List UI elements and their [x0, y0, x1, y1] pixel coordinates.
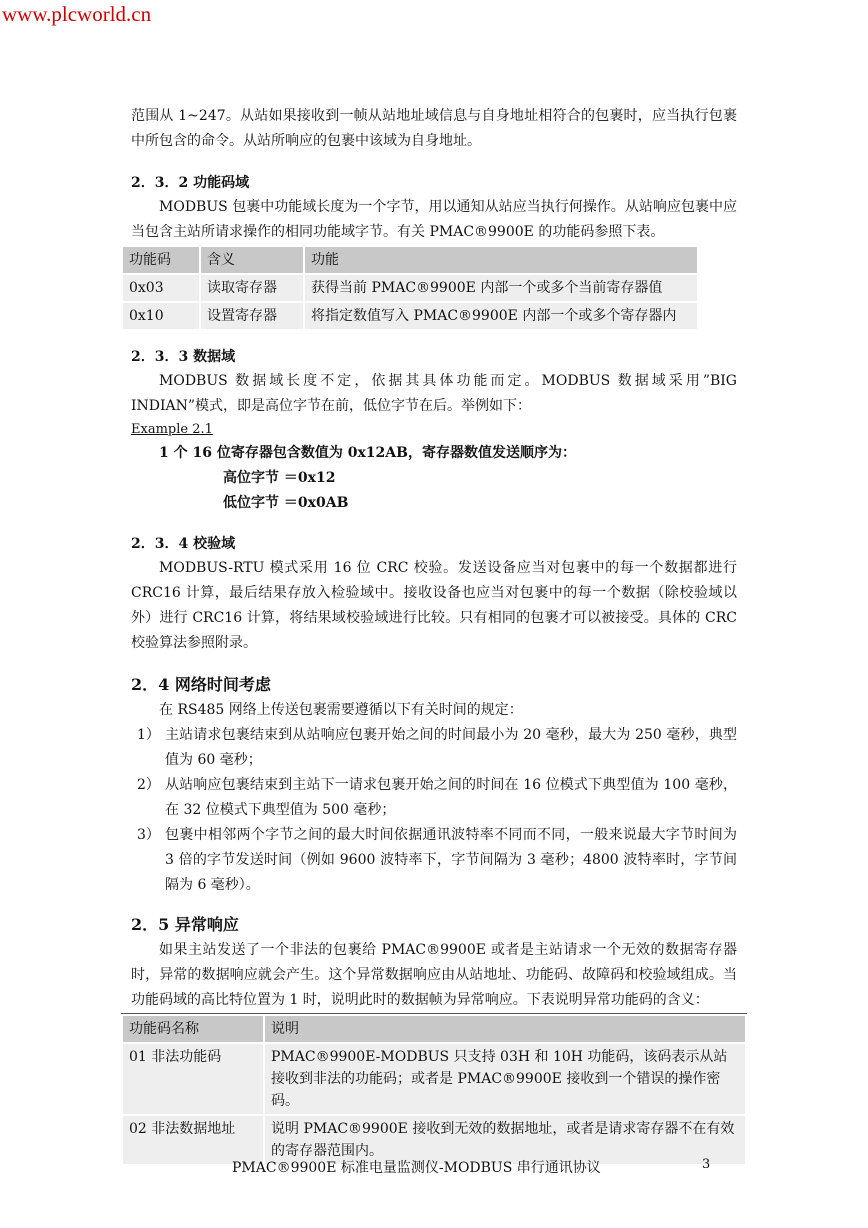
list-item-text: 主站请求包裹结束到从站响应包裹开始之间的时间最小为 20 毫秒，最大为 250 毫秒，典型值为 60 毫秒； [165, 727, 737, 768]
table-row [123, 275, 697, 301]
exception-response-paragraph: 如果主站发送了一个非法的包裹给 PMAC®9900E 或者是主站请求一个无效的数据寄存器时，异常的数据响应就会产生。这个异常数据响应由从站地址、功能码、故障码和校验域组成。当功能码域的高比特位置为 1 时，说明此时的数据帧为异常响应。下表说明异常功能码的含义： [131, 942, 737, 1008]
table-cell: 0x10 [129, 308, 164, 324]
list-item-text: 包裹中相邻两个字节之间的最大时间依据通讯波特率不同而不同，一般来说最大字节时间为 3 倍的字节发送时间（例如 9600 波特率下，字节间隔为 3 毫秒；4800 波特率时，字节间隔为 6 毫秒）。 [165, 827, 737, 893]
list-item [137, 823, 737, 898]
table-row [123, 303, 697, 329]
table-cell: 设置寄存器 [207, 308, 277, 324]
list-item-number: 1） [137, 727, 160, 743]
section-heading-network-timing: 2．4 网络时间考虑 [131, 675, 271, 694]
section-heading-function-code: 2．3．2 功能码域 [131, 175, 250, 191]
table-cell: 02 非法数据地址 [129, 1121, 236, 1137]
table-header-row [123, 1016, 745, 1042]
list-item-text: 从站响应包裹结束到主站下一请求包裹开始之间的时间在 16 位模式下典型值为 100 毫秒，在 32 位模式下典型值为 500 毫秒； [165, 777, 737, 818]
footer-title: PMAC®9900E 标准电量监测仪-MODBUS 串行通讯协议 [232, 1160, 601, 1176]
table-cell: 将指定数值写入 PMAC®9900E 内部一个或多个寄存器内 [311, 308, 677, 324]
list-item-number: 3） [137, 827, 160, 843]
list-item [137, 723, 737, 773]
table-cell: PMAC®9900E-MODBUS 只支持 03H 和 10H 功能码，该码表示从站接收到非法的功能码；或者是 PMAC®9900E 接收到一个错误的操作密码。 [271, 1049, 728, 1109]
table-cell: 获得当前 PMAC®9900E 内部一个或多个当前寄存器值 [311, 280, 663, 296]
list-item-number: 2） [137, 777, 160, 793]
data-field-paragraph: MODBUS 数据域长度不定，依据其具体功能而定。MODBUS 数据域采用”BIG INDIAN”模式，即是高位字节在前，低位字节在后。举例如下： [131, 373, 737, 414]
function-code-paragraph: MODBUS 包裹中功能域长度为一个字节，用以通知从站应当执行何操作。从站响应包裹中应当包含主站所请求操作的相同功能域字节。有关 PMAC®9900E 的功能码参照下表。 [131, 199, 737, 240]
table-row [123, 1044, 745, 1114]
example-low-byte: 低位字节 ＝0x0AB [223, 495, 349, 511]
network-timing-intro: 在 RS485 网络上传送包裹需要遵循以下有关时间的规定： [159, 702, 523, 718]
example-label: Example 2.1 [131, 422, 213, 437]
table-cell: 说明 PMAC®9900E 接收到无效的数据地址，或者是请求寄存器不在有效的寄存器范围内。 [271, 1121, 735, 1159]
table-header: 说明 [271, 1021, 299, 1037]
function-code-table [121, 245, 699, 331]
watermark[interactable]: www.plcworld.cn [2, 2, 152, 26]
table-header: 含义 [207, 252, 235, 268]
page-number: 3 [702, 1157, 711, 1172]
timing-rules-list [131, 723, 737, 898]
section-heading-checksum: 2．3．4 校验域 [131, 536, 236, 552]
table-header: 功能 [311, 252, 339, 268]
section-heading-data-field: 2．3．3 数据域 [131, 349, 236, 365]
table-header: 功能码名称 [129, 1021, 199, 1037]
table-cell: 01 非法功能码 [129, 1049, 222, 1065]
document-body [131, 104, 737, 1166]
intro-paragraph: 范围从 1~247。从站如果接收到一帧从站地址域信息与自身地址相符合的包裹时，应当执行包裹中所包含的命令。从站所响应的包裹中该域为自身地址。 [131, 108, 737, 149]
list-item [137, 773, 737, 823]
example-high-byte: 高位字节 ＝0x12 [223, 470, 336, 486]
table-cell: 0x03 [129, 280, 164, 296]
exception-code-table [121, 1013, 747, 1166]
section-heading-exception-response: 2．5 异常响应 [131, 915, 239, 934]
table-header: 功能码 [129, 252, 171, 268]
checksum-paragraph: MODBUS-RTU 模式采用 16 位 CRC 校验。发送设备应当对包裹中的每一个数据都进行 CRC16 计算，最后结果存放入检验域中。接收设备也应当对包裹中的每一个数据（除校验域以外）进行 CRC16 计算，将结果域校验域进行比较。只有相同的包裹才可以被接受。具体的 CRC 校验算法参照附录。 [131, 560, 737, 651]
table-cell: 读取寄存器 [207, 280, 277, 296]
example-line: 1 个 16 位寄存器包含数值为 0x12AB，寄存器数值发送顺序为： [159, 445, 576, 461]
table-header-row [123, 247, 697, 273]
